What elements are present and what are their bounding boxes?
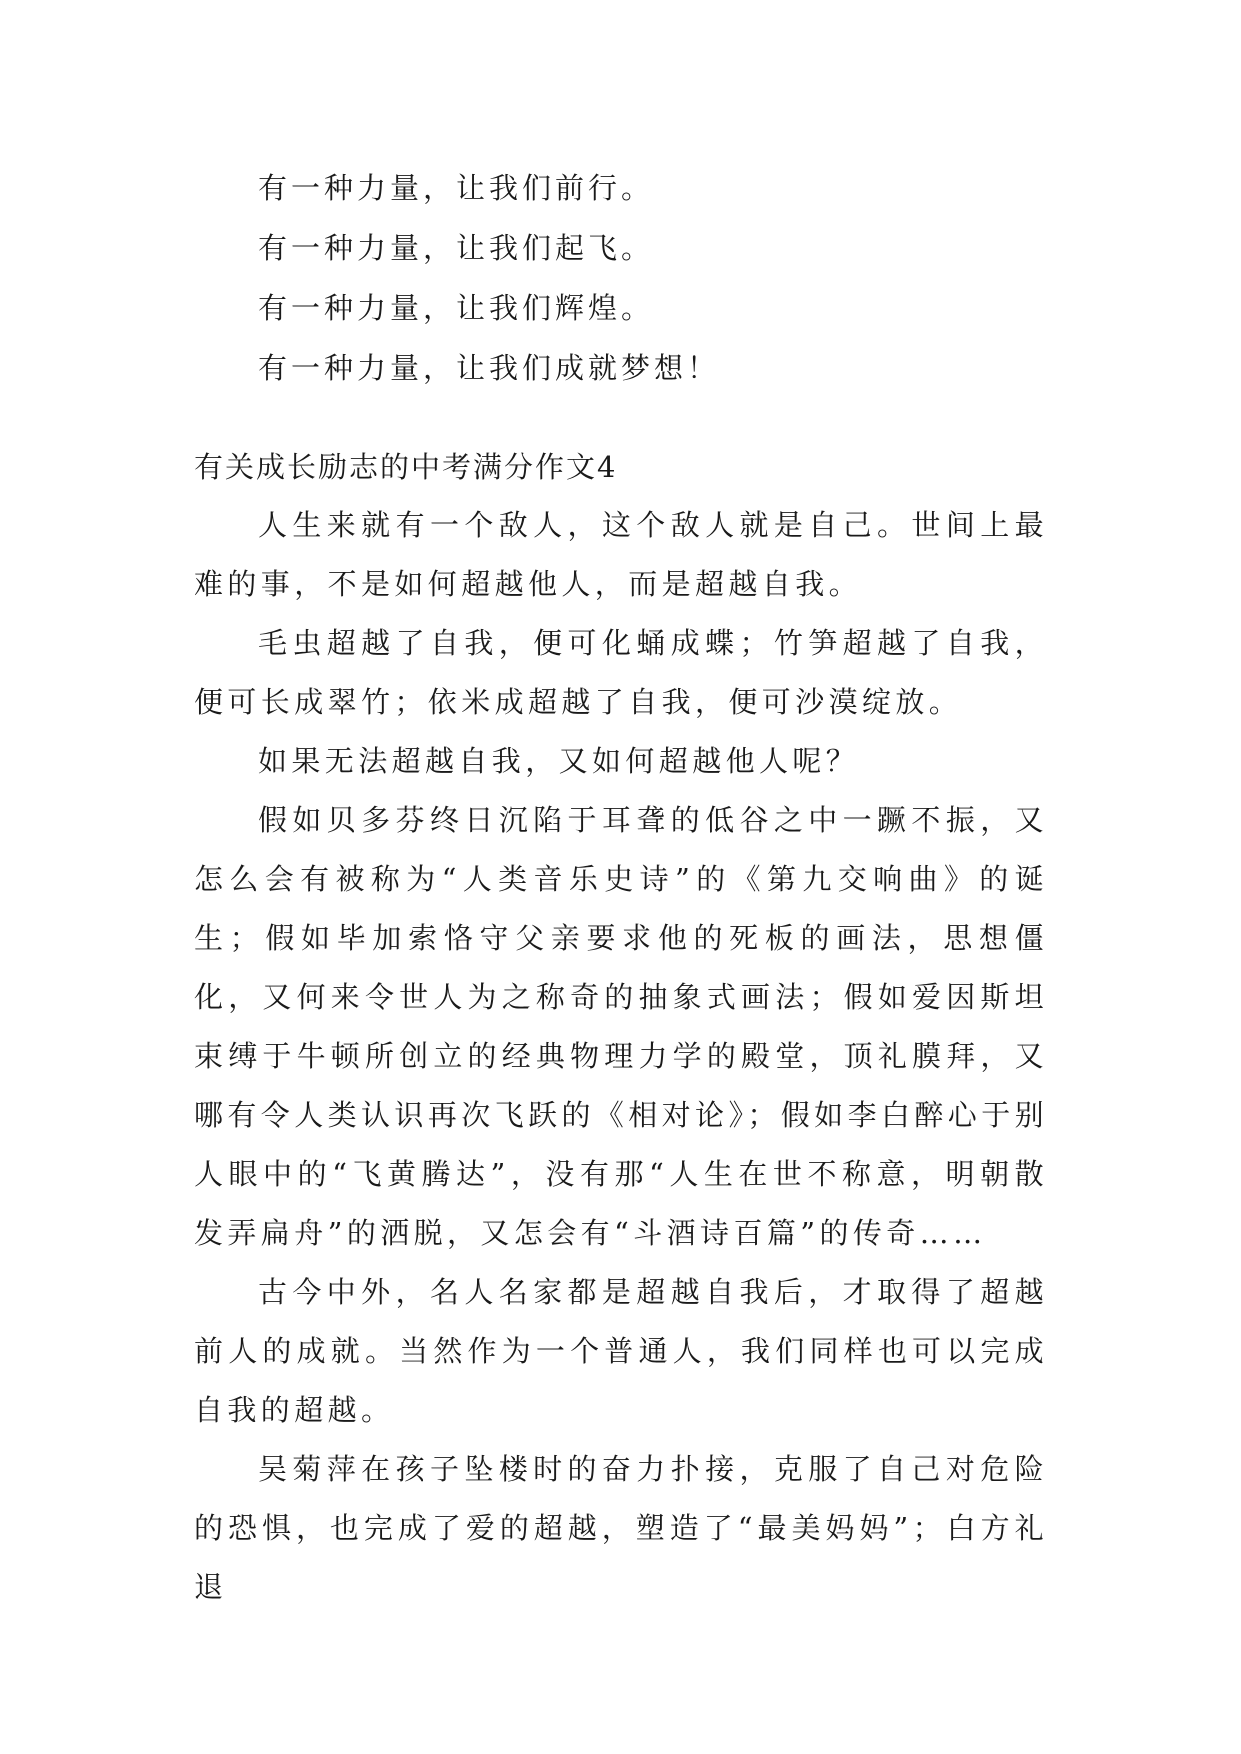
essay-paragraph: 人生来就有一个敌人，这个敌人就是自己。世间上最难的事，不是如何超越他人，而是超越自我。 (194, 508, 1048, 601)
poem-line: 有一种力量，让我们前行。 (258, 171, 655, 205)
essay-paragraph: 假如贝多芬终日沉陷于耳聋的低谷之中一蹶不振，又怎么会有被称为“人类音乐史诗”的《第九交响曲》的诞生；假如毕加索恪守父亲要求他的死板的画法，思想僵化，又何来令世人为之称奇的抽象式画法；假如爱因斯坦束缚于牛顿所创立的经典物理力学的殿堂，顶礼膜拜，又哪有令人类认识再次飞跃的《相对论》；假如李白醉心于别人眼中的“飞黄腾达”，没有那“人生在世不称意，明朝散发弄扁舟”的洒脱，又怎会有“斗酒诗百篇”的传奇…… (194, 803, 1048, 1250)
essay-paragraph: 吴菊萍在孩子坠楼时的奋力扑接，克服了自己对危险的恐惧，也完成了爱的超越，塑造了“最美妈妈”；白方礼退 (194, 1452, 1048, 1604)
poem-line: 有一种力量，让我们起飞。 (258, 231, 655, 265)
essay-paragraph: 毛虫超越了自我，便可化蛹成蝶；竹笋超越了自我，便可长成翠竹；依米成超越了自我，便可沙漠绽放。 (194, 626, 1048, 719)
poem-block (194, 158, 1048, 398)
document-page (194, 158, 1048, 1617)
poem-line: 有一种力量，让我们辉煌。 (258, 291, 655, 325)
poem-line: 有一种力量，让我们成就梦想！ (258, 351, 721, 385)
essay-paragraph: 古今中外，名人名家都是超越自我后，才取得了超越前人的成就。当然作为一个普通人，我们同样也可以完成自我的超越。 (194, 1275, 1048, 1427)
essay-title: 有关成长励志的中考满分作文4 (194, 450, 618, 484)
essay-body (194, 496, 1048, 1617)
essay-paragraph: 如果无法超越自我，又如何超越他人呢？ (258, 744, 860, 778)
